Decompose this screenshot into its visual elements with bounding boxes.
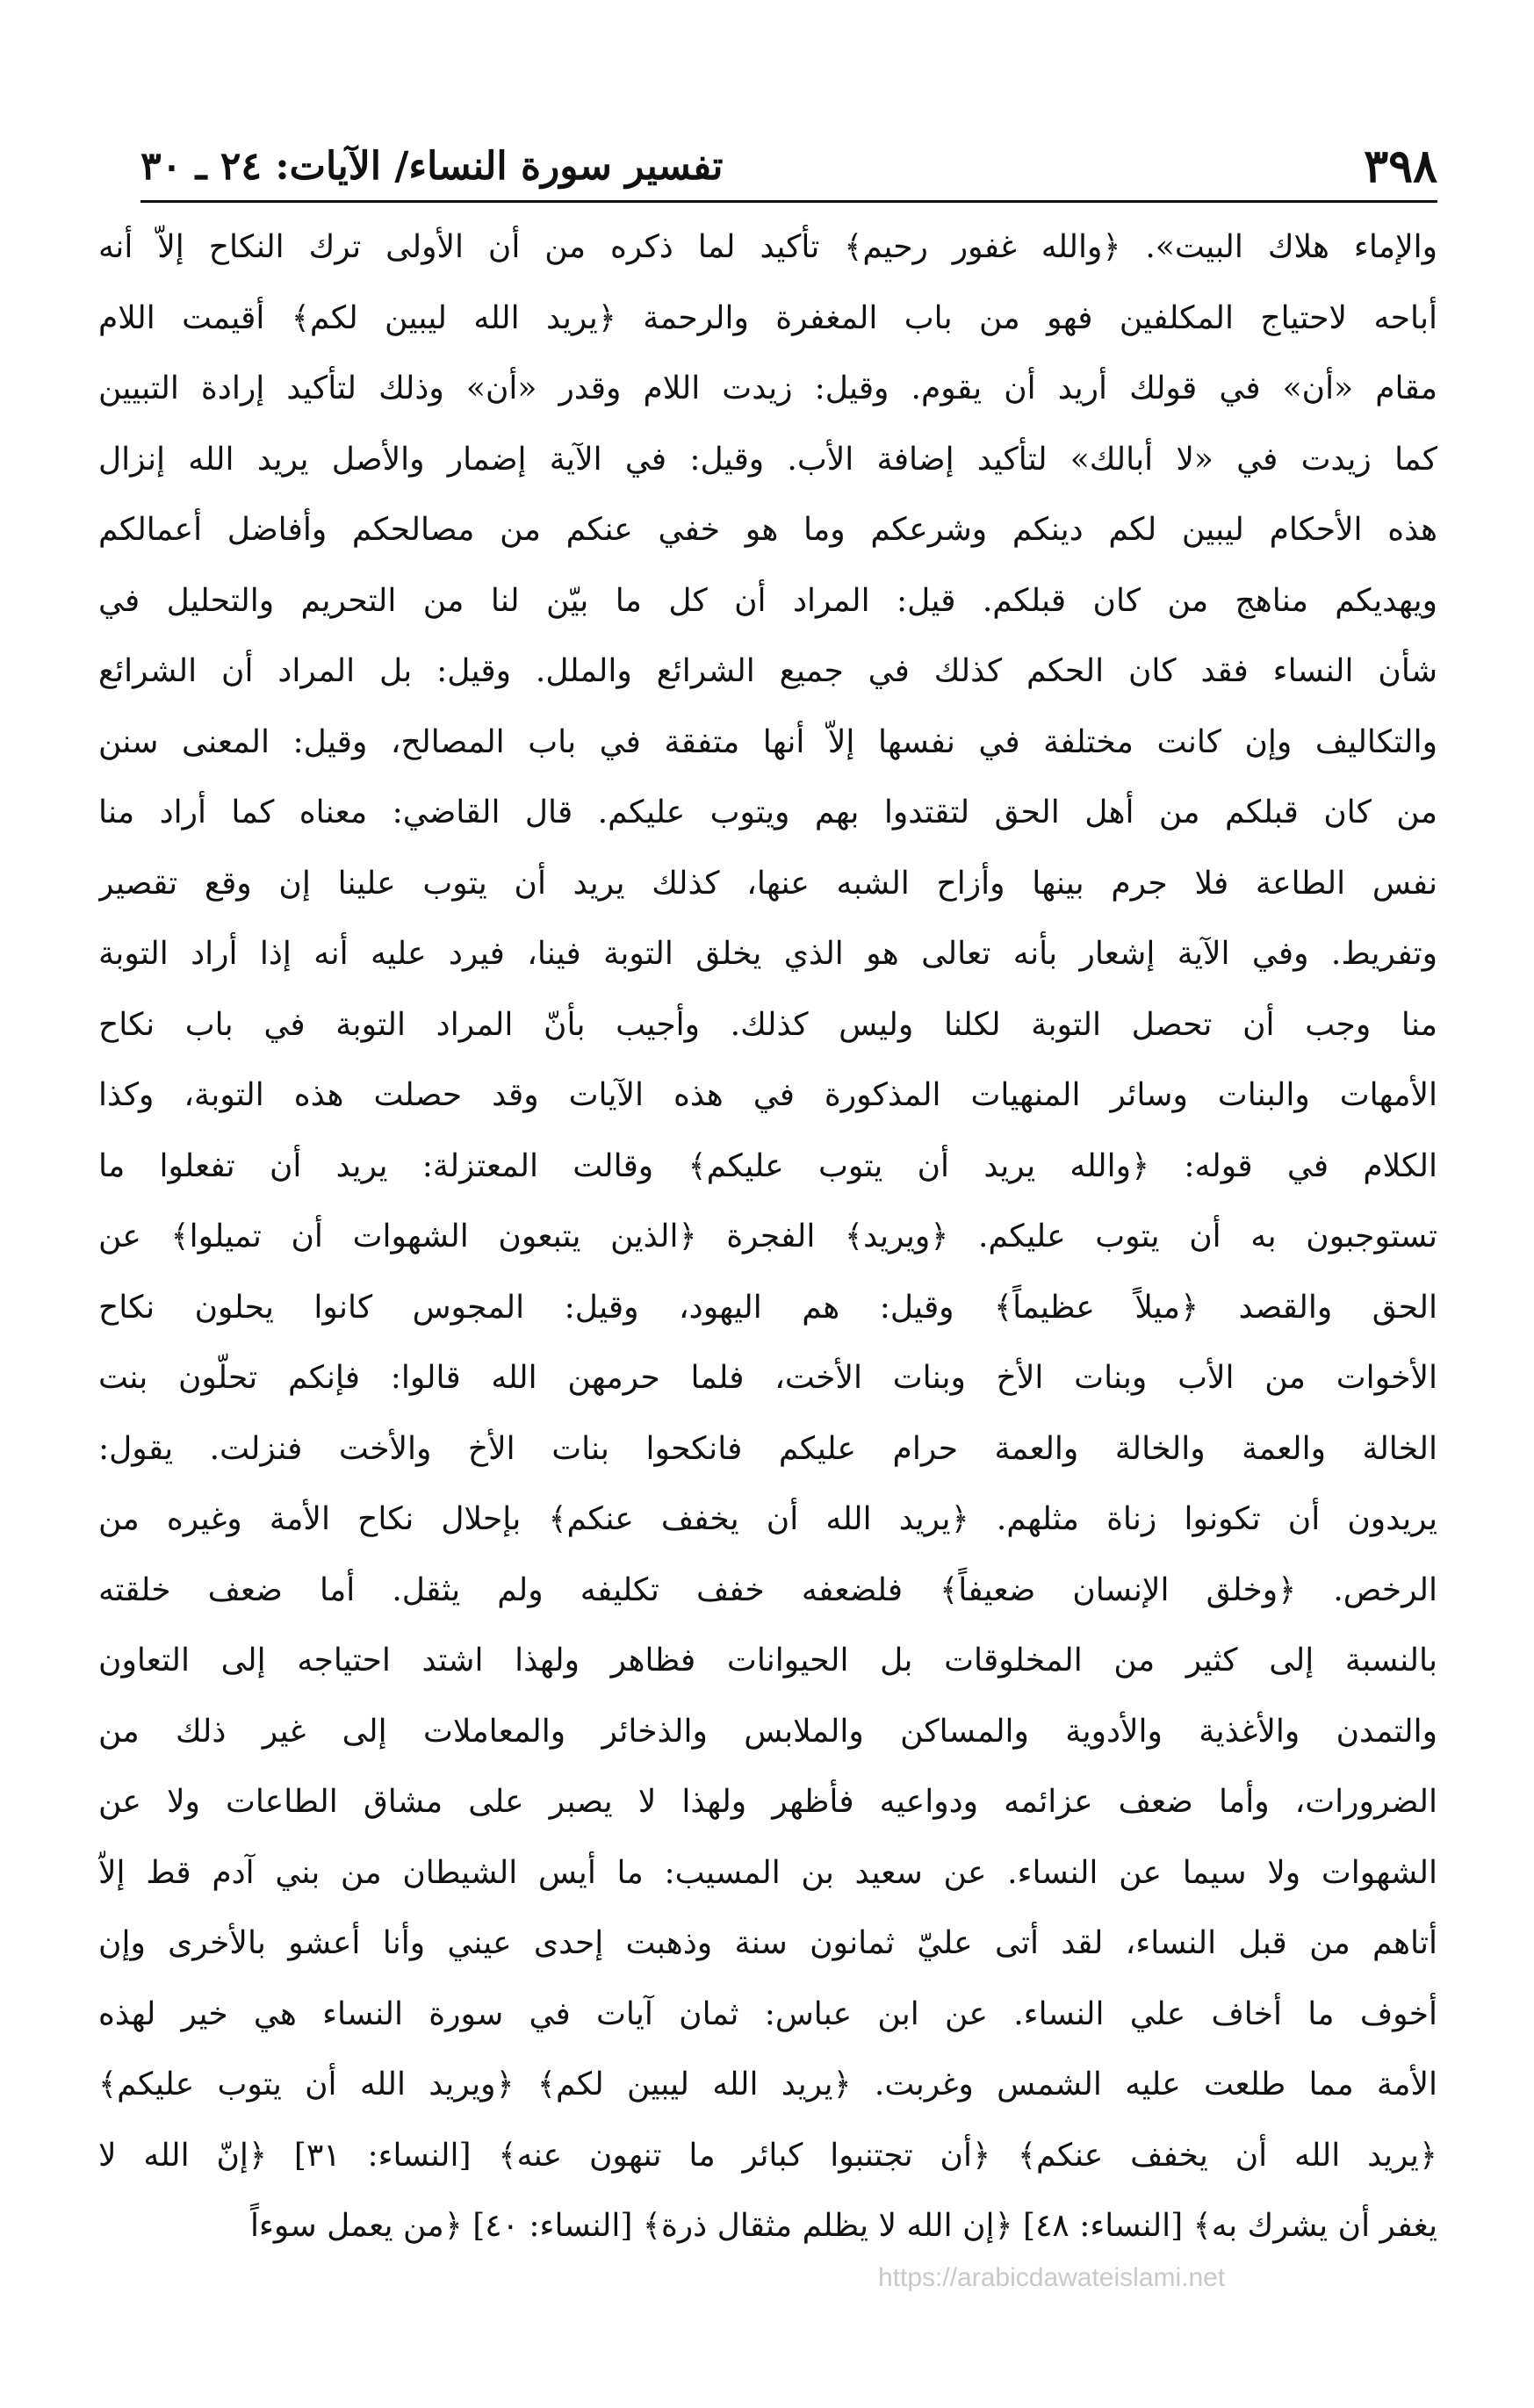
text-line: الخالة والعمة والخالة والعمة حرام عليكم فانكحوا بنات الأخ والأخت فنزلت. يقول: [98, 1430, 1437, 1467]
text-line: مقام «أن» في قولك أريد أن يقوم. وقيل: زيدت اللام وقدر «أن» وذلك لتأكيد إرادة التبيين [98, 370, 1437, 406]
text-line: الأخوات من الأب وبنات الأخ وبنات الأخت، فلما حرمهن الله قالوا: فإنكم تحلّون بنت [98, 1360, 1437, 1396]
text-line: أباحه لاحتياج المكلفين فهو من باب المغفرة والرحمة ﴿يريد الله ليبين لكم﴾ أقيمت اللام [98, 299, 1437, 336]
text-line: هذه الأحكام ليبين لكم دينكم وشرعكم وما هو خفي عنكم من مصالحكم وأفاضل أعمالكم [98, 512, 1437, 548]
watermark-url: https://arabicdawateislami.net [878, 2263, 1226, 2292]
text-line: ﴿يريد الله أن يخفف عنكم﴾ ﴿أن تجتنبوا كبائر ما تنهون عنه﴾ [النساء: ٣١] ﴿إنّ الله لا [98, 2137, 1437, 2174]
header-divider [140, 200, 1437, 203]
text-line: منا وجب أن تحصل التوبة لكلنا وليس كذلك. وأجيب بأنّ المراد التوبة في باب نكاح [98, 1006, 1437, 1043]
text-line: والتمدن والأغذية والأدوية والمساكن والملابس والذخائر والمعاملات إلى غير ذلك من [98, 1713, 1437, 1750]
text-line: تستوجبون به أن يتوب عليكم. ﴿ويريد﴾ الفجرة ﴿الذين يتبعون الشهوات أن تميلوا﴾ عن [98, 1218, 1437, 1254]
text-line: أتاهم من قبل النساء، لقد أتى عليّ ثمانون سنة وذهبت إحدى عيني وأنا أعشو بالأخرى وإن [98, 1925, 1437, 1961]
text-line: أخوف ما أخاف علي النساء. عن ابن عباس: ثمان آيات في سورة النساء هي خير لهذه [98, 1995, 1437, 2032]
running-title: تفسير سورة النساء/ الآيات: ٢٤ ـ ٣٠ [140, 144, 724, 189]
text-line: الشهوات ولا سيما عن النساء. عن سعيد بن المسيب: ما أيس الشيطان من بني آدم قط إلاّ [98, 1854, 1437, 1891]
text-line: من كان قبلكم من أهل الحق لتقتدوا بهم ويتوب عليكم. قال القاضي: معناه كما أراد منا [98, 794, 1437, 830]
text-line: وتفريط. وفي الآية إشعار بأنه تعالى هو الذي يخلق التوبة فينا، فيرد عليه أنه إذا أراد التوبة [98, 936, 1437, 972]
page-header [140, 132, 1437, 193]
text-line: يريدون أن تكونوا زناة مثلهم. ﴿يريد الله أن يخفف عنكم﴾ بإحلال نكاح الأمة وغيره من [98, 1501, 1437, 1537]
body-text [98, 212, 1437, 2262]
text-line: الكلام في قوله: ﴿والله يريد أن يتوب عليكم﴾ وقالت المعتزلة: يريد أن تفعلوا ما [98, 1147, 1437, 1184]
text-line: الضرورات، وأما ضعف عزائمه ودواعيه فأظهر ولهذا لا يصبر على مشاق الطاعات ولا عن [98, 1784, 1437, 1820]
text-line: يغفر أن يشرك به﴾ [النساء: ٤٨] ﴿إن الله لا يظلم مثقال ذرة﴾ [النساء: ٤٠] ﴿من يعمل سوءاً [249, 2208, 1437, 2244]
text-line: شأن النساء فقد كان الحكم كذلك في جميع الشرائع والملل. وقيل: بل المراد أن الشرائع [98, 653, 1437, 689]
text-line: والإماء هلاك البيت». ﴿والله غفور رحيم﴾ تأكيد لما ذكره من أن الأولى ترك النكاح إلاّ أنه [98, 229, 1437, 265]
text-line: نفس الطاعة فلا جرم بينها وأزاح الشبه عنها، كذلك يريد أن يتوب علينا إن وقع تقصير [98, 865, 1437, 902]
text-line: بالنسبة إلى كثير من المخلوقات بل الحيوانات فظاهر ولهذا اشتد احتياجه إلى التعاون [98, 1642, 1437, 1678]
text-line: كما زيدت في «لا أبالك» لتأكيد إضافة الأب. وقيل: في الآية إضمار والأصل يريد الله إنزال [98, 441, 1437, 478]
text-line: الرخص. ﴿وخلق الإنسان ضعيفاً﴾ فلضعفه خفف تكليفه ولم يثقل. أما ضعف خلقته [98, 1571, 1437, 1608]
text-line: الأمهات والبنات وسائر المنهيات المذكورة في هذه الآيات وقد حصلت هذه التوبة، وكذا [98, 1077, 1437, 1113]
text-line: والتكاليف وإن كانت مختلفة في نفسها إلاّ أنها متفقة في باب المصالح، وقيل: المعنى سنن [98, 723, 1437, 760]
text-line: الحق والقصد ﴿ميلاً عظيماً﴾ وقيل: هم اليهود، وقيل: المجوس كانوا يحلون نكاح [98, 1289, 1437, 1326]
page-number: ٣٩٨ [1364, 140, 1437, 193]
text-line: الأمة مما طلعت عليه الشمس وغربت. ﴿يريد الله ليبين لكم﴾ ﴿ويريد الله أن يتوب عليكم﴾ [98, 2067, 1437, 2103]
text-line: ويهديكم مناهج من كان قبلكم. قيل: المراد أن كل ما بيّن لنا من التحريم والتحليل في [98, 582, 1437, 619]
